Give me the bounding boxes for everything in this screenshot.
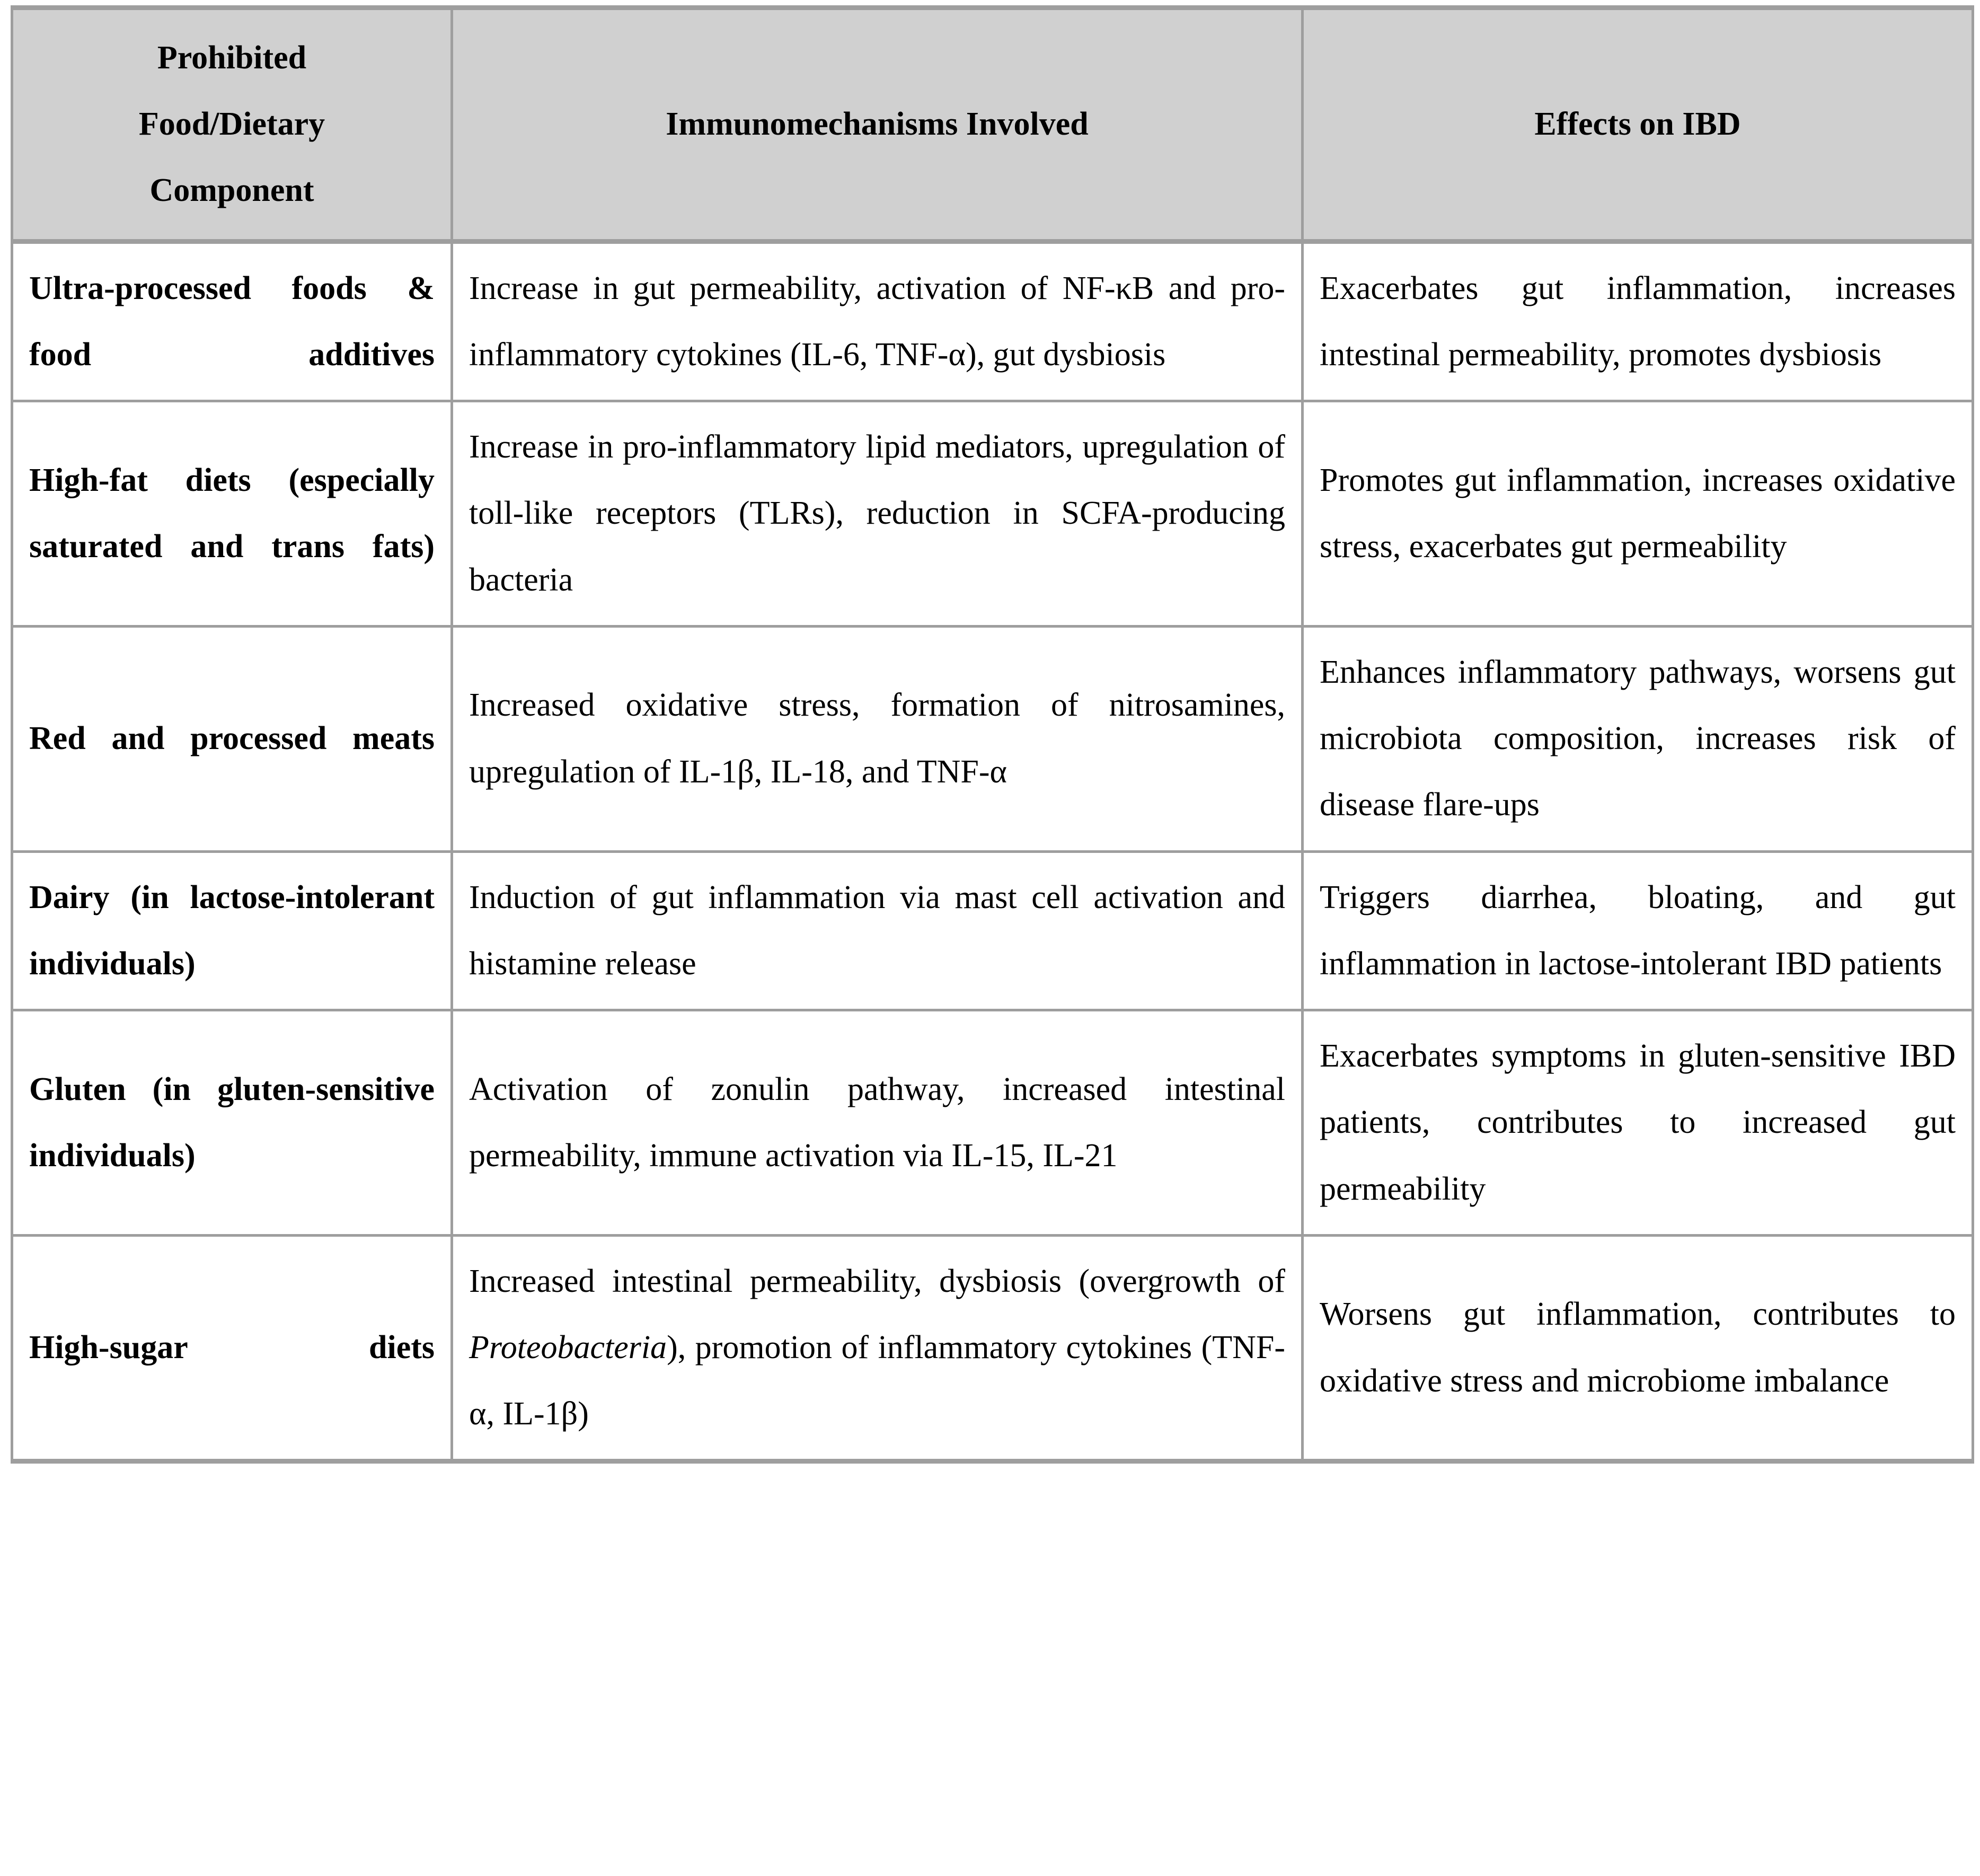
cell-food: Ultra-processed foods & food additives [12,241,452,401]
text-segment: ), promotion of inflammatory cytokines (TNF-α, IL-1β) [469,1329,1285,1432]
cell-mechanisms: Increase in pro-inflammatory lipid mediators, upregulation of toll-like receptors (TLRs), reduction in SCFA-producing bacteria [452,401,1303,627]
cell-food: Red and processed meats [12,626,452,851]
table-container [11,5,1972,1464]
text-segment: Increased intestinal permeability, dysbiosis (overgrowth of [469,1263,1285,1299]
cell-mechanisms [452,1235,1303,1461]
table-row [12,401,1973,627]
table-body [12,241,1973,1461]
cell-effects: Exacerbates symptoms in gluten-sensitive IBD patients, contributes to increased gut permeability [1303,1010,1973,1236]
table-row [12,626,1973,851]
column-header-mechanisms [452,8,1303,242]
cell-effects: Enhances inflammatory pathways, worsens gut microbiota composition, increases risk of disease flare-ups [1303,626,1973,851]
column-header-effects-label: Effects on IBD [1534,106,1741,143]
cell-food: High-sugar diets [12,1235,452,1461]
cell-mechanisms: Activation of zonulin pathway, increased intestinal permeability, immune activation via IL-15, IL-21 [452,1010,1303,1236]
table-row [12,1235,1973,1461]
table-header [12,8,1973,242]
table-row [12,241,1973,401]
column-header-effects [1303,8,1973,242]
table-row [12,851,1973,1010]
cell-effects: Triggers diarrhea, bloating, and gut inflammation in lactose-intolerant IBD patients [1303,851,1973,1010]
cell-effects: Exacerbates gut inflammation, increases intestinal permeability, promotes dysbiosis [1303,241,1973,401]
column-header-food [12,8,452,242]
cell-food: High-fat diets (especially saturated and trans fats) [12,401,452,627]
cell-food: Dairy (in lactose-intolerant individuals) [12,851,452,1010]
column-header-food-line1: Prohibited [157,40,307,76]
cell-effects: Promotes gut inflammation, increases oxidative stress, exacerbates gut permeability [1303,401,1973,627]
prohibited-foods-table [11,5,1974,1464]
column-header-mechanisms-label: Immunomechanisms Involved [666,106,1089,143]
cell-mechanisms: Increased oxidative stress, formation of nitrosamines, upregulation of IL-1β, IL-18, and TNF-α [452,626,1303,851]
table-row [12,1010,1973,1236]
cell-mechanisms: Increase in gut permeability, activation of NF-κB and pro-inflammatory cytokines (IL-6, TNF-α), gut dysbiosis [452,241,1303,401]
cell-food: Gluten (in gluten-sensitive individuals) [12,1010,452,1236]
cell-effects: Worsens gut inflammation, contributes to oxidative stress and microbiome imbalance [1303,1235,1973,1461]
cell-mechanisms: Induction of gut inflammation via mast cell activation and histamine release [452,851,1303,1010]
italic-taxon-name: Proteobacteria [469,1329,667,1366]
table-header-row [12,8,1973,242]
column-header-food-line3: Component [149,172,314,209]
column-header-food-line2: Food/Dietary [138,106,325,143]
